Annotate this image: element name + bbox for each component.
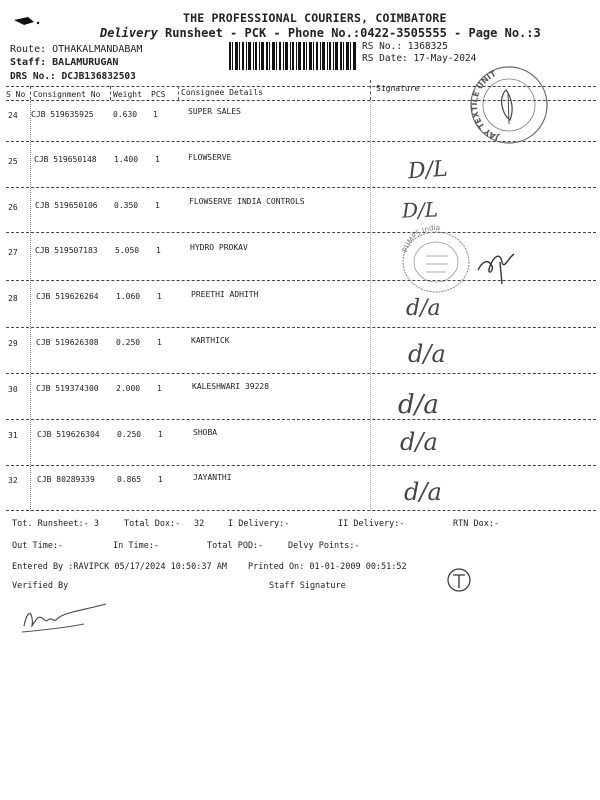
col-pcs: PCS bbox=[151, 90, 166, 99]
row-sno: 25 bbox=[8, 157, 18, 166]
row-sno: 29 bbox=[8, 339, 18, 348]
row-consignee: SUPER SALES bbox=[188, 107, 241, 116]
row-weight: 0.865 bbox=[117, 475, 142, 484]
drs-value: DCJB136832503 bbox=[61, 71, 136, 82]
row-pcs: 1 bbox=[157, 338, 162, 347]
row-consignee: HYDRO PROKAV bbox=[190, 243, 248, 252]
row-consignment: CJB 519650148 bbox=[34, 155, 97, 164]
row-sno: 24 bbox=[8, 111, 18, 120]
i-delivery: I Delivery:- bbox=[228, 519, 290, 529]
tot-runsheet: Tot. Runsheet:- 3 bbox=[12, 519, 99, 529]
delvy-points: Delvy Points:- bbox=[288, 541, 360, 551]
row-sno: 26 bbox=[8, 203, 18, 212]
in-time: In Time:- bbox=[113, 541, 160, 551]
col-sep-signature bbox=[370, 101, 371, 511]
row-signature: d/a bbox=[408, 340, 446, 368]
row-pcs: 1 bbox=[153, 110, 158, 119]
row-divider bbox=[6, 327, 596, 328]
row-weight: 0.630 bbox=[113, 110, 138, 119]
runsheet-prefix: Delivery bbox=[100, 26, 158, 40]
row-signature: d/a bbox=[400, 428, 438, 456]
row-consignee: KALESHWARI 39228 bbox=[192, 382, 270, 391]
round-stamp-text: JAY TEXTILE UNIT bbox=[469, 69, 500, 143]
staff-label: Staff: bbox=[10, 57, 47, 68]
row-weight: 1.060 bbox=[116, 292, 141, 301]
barcode bbox=[229, 42, 357, 70]
drs-label: DRS No.: bbox=[10, 71, 56, 82]
row-pcs: 1 bbox=[157, 292, 162, 301]
row-divider bbox=[6, 419, 596, 420]
row-weight: 2.000 bbox=[116, 384, 141, 393]
row-divider bbox=[6, 280, 596, 281]
rs-number: RS No.: 1368325 bbox=[362, 41, 448, 52]
row-divider bbox=[6, 187, 596, 188]
rule-header-bottom bbox=[6, 100, 596, 101]
round-stamp bbox=[464, 62, 554, 148]
col-sep bbox=[30, 86, 31, 100]
row-weight: 5.050 bbox=[115, 246, 140, 255]
row-consignee: JAYANTHI bbox=[193, 473, 232, 482]
row-consignee: PREETHI ADHITH bbox=[191, 290, 259, 299]
verified-by: Verified By bbox=[12, 581, 69, 591]
company-title: THE PROFESSIONAL COURIERS, COIMBATORE bbox=[183, 11, 447, 25]
svg-text:PUMPS India bbox=[401, 224, 440, 253]
row-sno: 28 bbox=[8, 294, 18, 303]
printed-on: Printed On: 01-01-2009 00:51:52 bbox=[248, 562, 407, 572]
row-divider bbox=[6, 510, 596, 511]
total-dox-value: 32 bbox=[194, 519, 205, 529]
row-sno: 30 bbox=[8, 385, 18, 394]
company-seal bbox=[396, 222, 536, 294]
row-consignment: CJB 80289339 bbox=[37, 475, 95, 484]
col-consignee: Consignee Details bbox=[181, 88, 263, 97]
drs-line bbox=[10, 71, 136, 82]
row-signature: D/L bbox=[401, 197, 439, 223]
seal-text: PUMPS India bbox=[401, 223, 441, 254]
circled-t-mark bbox=[444, 566, 474, 594]
row-weight: 0.250 bbox=[117, 430, 142, 439]
total-pod: Total POD:- bbox=[207, 541, 264, 551]
row-consignment: CJB 519626308 bbox=[36, 338, 99, 347]
row-weight: 1.400 bbox=[114, 155, 139, 164]
row-weight: 0.350 bbox=[114, 201, 139, 210]
row-divider bbox=[6, 465, 596, 466]
row-sno: 32 bbox=[8, 476, 18, 485]
row-weight: 0.250 bbox=[116, 338, 141, 347]
col-sno: S No bbox=[6, 90, 26, 99]
row-sno: 27 bbox=[8, 248, 18, 257]
svg-text:JAY TEXTILE UNIT bbox=[470, 69, 501, 142]
out-time: Out Time:- bbox=[12, 541, 64, 551]
row-consignment: CJB 519374300 bbox=[36, 384, 99, 393]
row-pcs: 1 bbox=[155, 201, 160, 210]
entered-by: Entered By :RAVIPCK 05/17/2024 10:50:37 AM bbox=[12, 562, 227, 572]
col-sep bbox=[370, 80, 371, 100]
row-consignee: FLOWSERVE INDIA CONTROLS bbox=[189, 197, 305, 206]
rs-date: RS Date: 17-May-2024 bbox=[362, 53, 477, 64]
row-consignee: SHOBA bbox=[193, 428, 218, 437]
row-sno: 31 bbox=[8, 431, 18, 440]
runsheet-title bbox=[100, 26, 541, 40]
row-consignee: KARTHICK bbox=[191, 336, 230, 345]
rule-top bbox=[6, 86, 596, 87]
col-consignment: Consignment No bbox=[33, 90, 101, 99]
row-pcs: 1 bbox=[155, 155, 160, 164]
row-divider bbox=[6, 141, 596, 142]
row-consignment: CJB 519635925 bbox=[31, 110, 94, 119]
col-signature: Signature bbox=[376, 84, 420, 93]
row-divider bbox=[6, 373, 596, 374]
row-consignment: CJB 519626304 bbox=[37, 430, 100, 439]
punch-mark bbox=[12, 14, 42, 28]
row-pcs: 1 bbox=[158, 430, 163, 439]
verifier-signature bbox=[14, 598, 114, 638]
row-consignee: FLOWSERVE bbox=[188, 153, 232, 162]
row-consignment: CJB 519650106 bbox=[35, 201, 98, 210]
row-signature: d/a bbox=[398, 390, 439, 420]
row-pcs: 1 bbox=[156, 246, 161, 255]
row-signature: d/a bbox=[406, 296, 441, 321]
staff-line bbox=[10, 57, 118, 68]
route-label: Route: OTHAKALMANDABAM bbox=[10, 44, 143, 55]
runsheet-rest: Runsheet - PCK - Phone No.:0422-3505555 - Page No.:3 bbox=[165, 26, 541, 40]
staff-signature-label: Staff Signature bbox=[269, 581, 346, 591]
row-signature: D/L bbox=[407, 156, 449, 185]
staff-name: BALAMURUGAN bbox=[52, 57, 119, 68]
ii-delivery: II Delivery:- bbox=[338, 519, 405, 529]
rtn-dox: RTN Dox:- bbox=[453, 519, 500, 529]
row-consignment: CJB 519626264 bbox=[36, 292, 99, 301]
total-dox-label: Total Dox:- bbox=[124, 519, 181, 529]
row-pcs: 1 bbox=[158, 475, 163, 484]
row-pcs: 1 bbox=[157, 384, 162, 393]
col-sep bbox=[178, 86, 179, 100]
col-sep-left bbox=[30, 101, 31, 511]
row-signature: d/a bbox=[404, 478, 442, 506]
row-consignment: CJB 519507183 bbox=[35, 246, 98, 255]
col-weight: Weight bbox=[113, 90, 142, 99]
col-sep bbox=[110, 86, 111, 100]
